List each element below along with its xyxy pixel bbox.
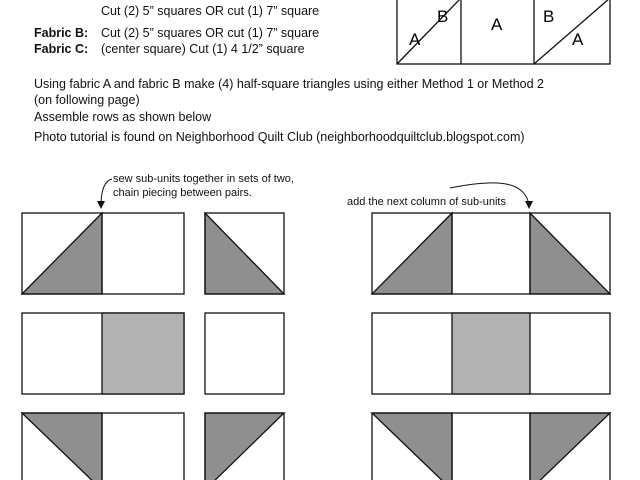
legend-block <box>397 0 610 64</box>
sew-annotation-line-1: sew sub-units together in sets of two, <box>113 173 294 185</box>
legend-letter-b-right: B <box>543 7 555 26</box>
left-center-square <box>102 313 184 394</box>
sew-annotation-line-2: chain piecing between pairs. <box>113 187 252 199</box>
right-row3-triangle-b <box>530 413 610 480</box>
fabric-b-label: Fabric B: <box>34 26 89 40</box>
fabric-c-label: Fabric C: <box>34 42 89 56</box>
left-row3-triangle-b <box>205 413 284 480</box>
instruction-line-1: Using fabric A and fabric B make (4) half-square triangles using either Method 1 or Method 2 <box>34 77 544 91</box>
left-row3-triangle-a <box>22 413 102 480</box>
add-column-arrow <box>450 183 533 209</box>
legend-letter-a-center: A <box>491 15 503 34</box>
right-row-1 <box>372 213 610 294</box>
left-row-1 <box>22 213 284 294</box>
left-row1-triangle-a <box>22 213 102 294</box>
right-center-square <box>452 313 530 394</box>
fabric-c-cut-text: (center square) Cut (1) 4 1/2” square <box>101 42 305 56</box>
instruction-line-4: Photo tutorial is found on Neighborhood Quilt Club (neighborhoodquiltclub.blogspot.com) <box>34 130 525 144</box>
instruction-line-3: Assemble rows as shown below <box>34 110 212 124</box>
right-row3-triangle-a <box>372 413 452 480</box>
left-row1-triangle-b <box>205 213 284 294</box>
legend-letter-a-left: A <box>409 30 421 49</box>
right-row-2 <box>372 313 610 394</box>
sew-arrow <box>97 179 112 209</box>
fabric-a-cut-text: Cut (2) 5” squares OR cut (1) 7” square <box>101 4 320 18</box>
right-row1-triangle-b <box>530 213 610 294</box>
legend-letter-a-right: A <box>572 30 584 49</box>
instruction-line-2: (on following page) <box>34 93 140 107</box>
right-row1-triangle-a <box>372 213 452 294</box>
right-row-3 <box>372 413 610 480</box>
left-row-3 <box>22 413 284 480</box>
legend-letter-b-left: B <box>437 7 449 26</box>
add-column-annotation: add the next column of sub-units <box>347 196 506 208</box>
left-row-2 <box>22 313 284 394</box>
fabric-b-cut-text: Cut (2) 5” squares OR cut (1) 7” square <box>101 26 320 40</box>
